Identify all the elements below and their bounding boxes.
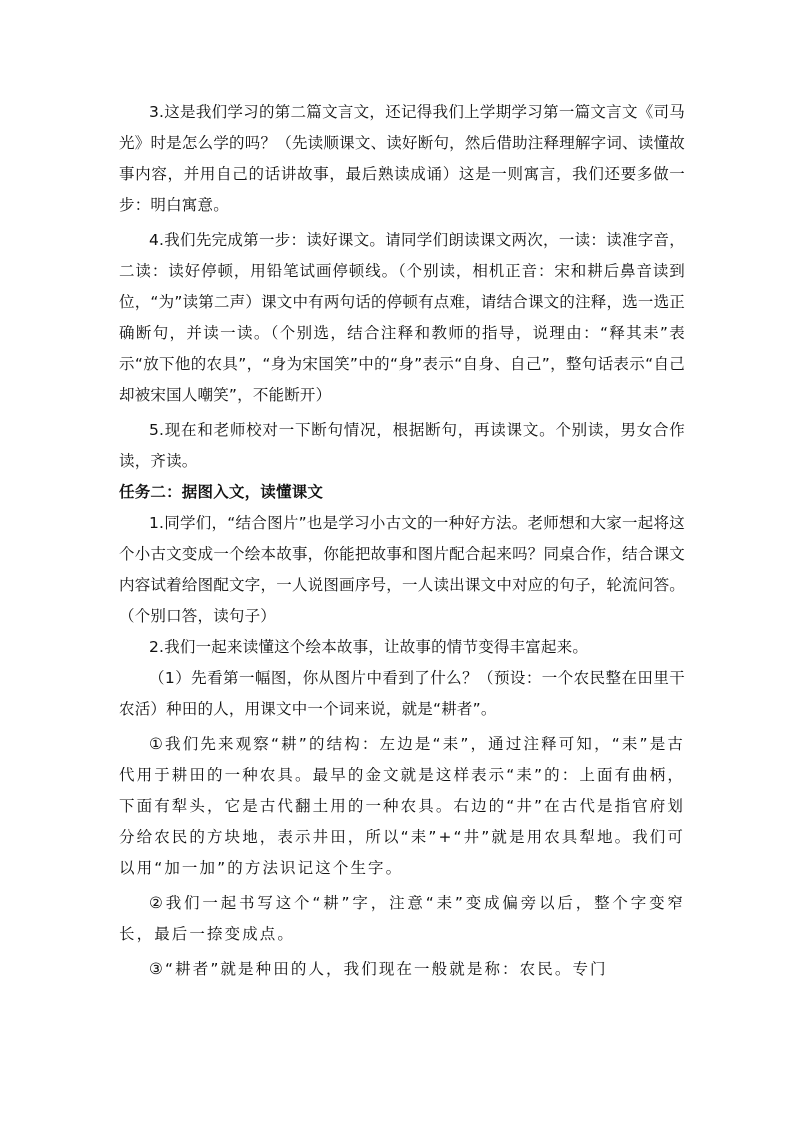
paragraph-task2-1: 1.同学们，“结合图片”也是学习小古文的一种好方法。老师想和大家一起将这个小古文变成一个绘本故事，你能把故事和图片配合起来吗？同桌合作，结合课文内容试着给图配文字，一人说图画序号，一人读出课文中对应的句子，轮流问答。（个别口答，读句子） bbox=[119, 514, 685, 625]
document-body bbox=[119, 97, 685, 985]
paragraph-4: 4.我们先完成第一步：读好课文。请同学们朗读课文两次，一读：读准字音，二读：读好停顿，用铅笔试画停顿线。（个别读，相机正音：宋和耕后鼻音读到位，“为”读第二声）课文中有两句话的停顿有点难，请结合课文的注释，选一选正确断句，并读一读。（个别选，结合注释和教师的指导，说理由：“释其耒”表示“放下他的农具”，“身为宋国笑”中的“身”表示“自身、自己”，整句话表示“自己却被宋国人嘲笑”，不能断开） bbox=[119, 231, 685, 404]
paragraph-5: 5.现在和老师校对一下断句情况，根据断句，再读课文。个别读，男女合作读，齐读。 bbox=[119, 421, 685, 470]
paragraph-task2-2: 2.我们一起来读懂这个绘本故事，让故事的情节变得丰富起来。 bbox=[149, 638, 589, 656]
section-heading-task-2: 任务二：据图入文，读懂课文 bbox=[119, 483, 324, 501]
paragraph-circled-1: ①我们先来观察“耕”的结构：左边是“耒”，通过注释可知，“耒”是古代用于耕田的一种农具。最早的金文就是这样表示“耒”的：上面有曲柄，下面有犁头，它是古代翻土用的一种农具。右边的“井”在古代是指官府划分给农民的方块地，表示井田，所以“耒”+“井”就是用农具犁地。我们可以用“加一加”的方法识记这个生字。 bbox=[119, 735, 686, 877]
paragraph-3: 3.这是我们学习的第二篇文言文，还记得我们上学期学习第一篇文言文《司马光》时是怎么学的吗？（先读顺课文、读好断句，然后借助注释理解字词、读懂故事内容，并用自己的话讲故事，最后熟读成诵）这是一则寓言，我们还要多做一步：明白寓意。 bbox=[119, 103, 685, 214]
paragraph-task2-2-1: （1）先看第一幅图，你从图片中看到了什么？（预设：一个农民整在田里干农活）种田的人，用课文中一个词来说，就是“耕者”。 bbox=[119, 669, 685, 718]
paragraph-circled-2: ②我们一起书写这个“耕”字，注意“耒”变成偏旁以后，整个字变窄长，最后一捺变成点。 bbox=[119, 894, 685, 943]
paragraph-circled-3: ③“耕者”就是种田的人，我们现在一般就是称：农民。专门 bbox=[149, 960, 608, 978]
